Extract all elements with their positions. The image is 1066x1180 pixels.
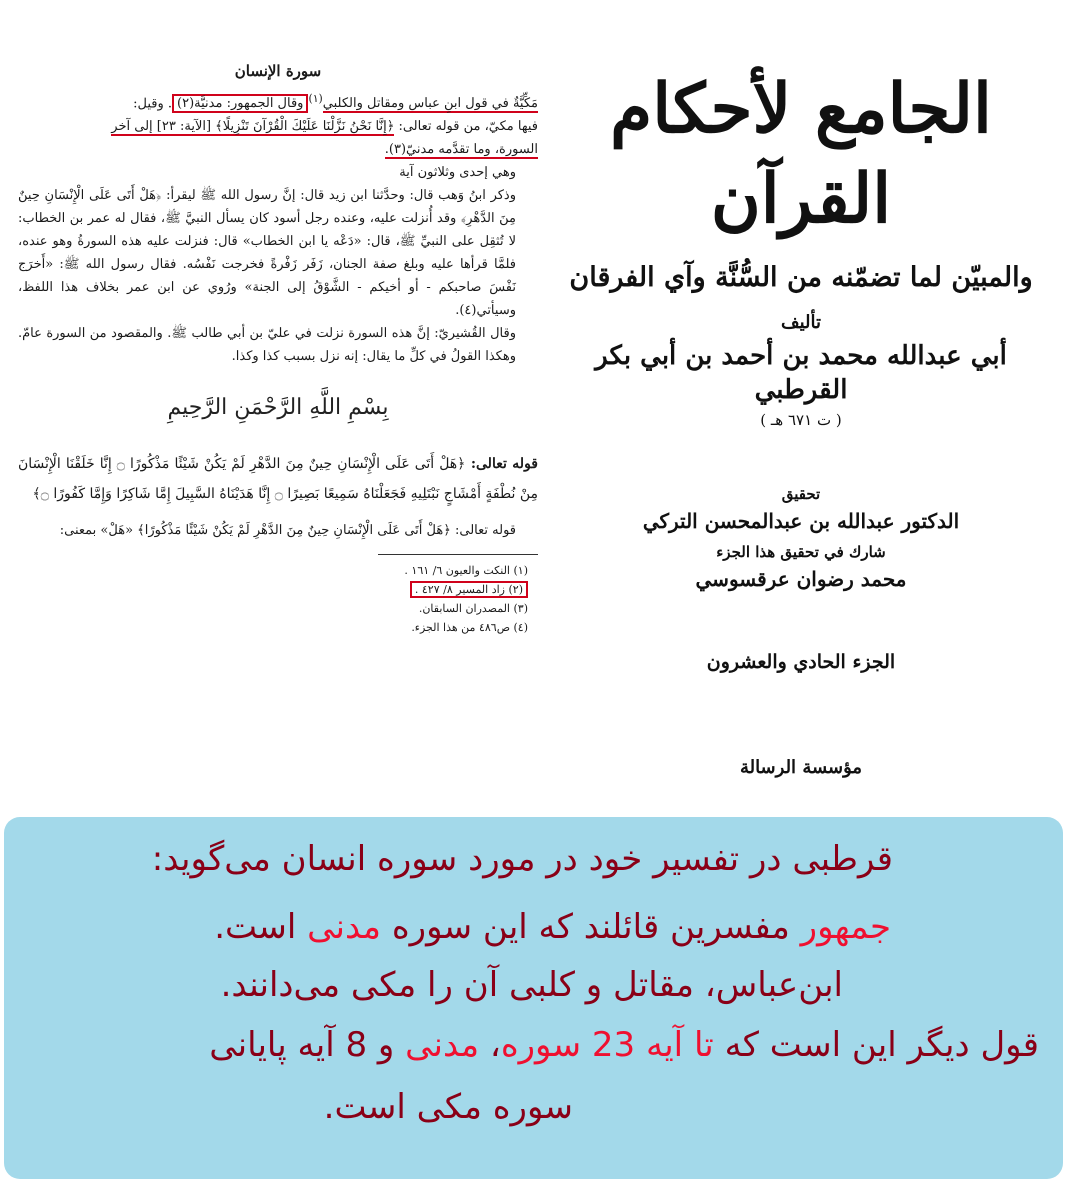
footnote-1: (١) النكت والعيون ٦/ ١٦١ . <box>404 564 528 578</box>
paragraph-qushayri: وقال القُشيريّ: إنَّ هذه السورة نزلت في عليّ بن أبي طالب ﷺ. والمقصود من السورة عامّ. وهكذا القولُ في كلِّ ما يقال: إنه نزل بسبب كذا وكذا. <box>18 326 516 365</box>
text-other-opinion: . وقيل: <box>133 96 173 112</box>
note-line-4-mid: ، <box>479 1025 501 1065</box>
note-line-4-start: قول دیگر این است که <box>713 1025 1039 1065</box>
paragraph-hal-meaning: قوله تعالى: ﴿هَلْ أَتَى عَلَى الْإِنْسَانِ حِينٌ مِنَ الدَّهْرِ لَمْ يَكُنْ شَيْئًا مَذْكُورًا﴾ «هَلْ» بمعنى: <box>59 523 516 539</box>
surah-title: سورة الإنسان <box>234 62 322 80</box>
note-line-4-end: و 8 آیه پایانی <box>209 1025 406 1065</box>
coeditor-name: محمد رضوان عرقسوسي <box>695 567 907 591</box>
paragraph-partial-meccan <box>18 115 538 138</box>
highlight-jumhur-madani: وقال الجمهور: مدنيَّة(٢) <box>172 94 308 113</box>
note-line-3: ابن‌عباس، مقاتل و کلبی آن را مکی می‌دانند. <box>220 965 843 1005</box>
footnote-separator <box>378 554 538 555</box>
editor-label: تحقيق <box>781 485 821 503</box>
verse-count: وهي إحدى وثلاثون آية <box>399 165 516 181</box>
volume-number: الجزء الحادي والعشرون <box>706 651 896 673</box>
footnote-2 <box>18 580 538 599</box>
coeditor-label: شارك في تحقيق هذا الجزء <box>716 543 886 561</box>
paragraph-ibn-wahb: وذكر ابنُ وَهب قال: وحدَّثنا ابن زيد قال: إنَّ رسول الله ﷺ ليقرأ: ﴿هَلْ أَتَى عَلَى الْإِنْسَانِ حِينٌ مِنَ الدَّهْرِ﴾ وقد أُنزلت عليه، وعنده رجل أسود كان يسأل النبيَّ ﷺ، فقال له عمر بن الخطاب: لا تُثقِل على النبيِّ ﷺ، قال: «دَعْه يا ابن الخطاب» قال: فنزلت عليه هذه السورةُ وهو عنده، فلمَّا قرأها عليه وبلغ صفة الجنان، زَفَر زَفْرةً فخرجت نَفْسُه. فقال رسول الله ﷺ: «أَخرَج نَفْسَ صاحبكم - أو أخيكم - الشَّوْقُ إلى الجنة» ورُوي عن ابن عمر بخلاف هذا اللفظ، وسيأتي(٤). <box>18 188 516 319</box>
note-line-1: قرطبی در تفسیر خود در مورد سوره انسان می‌گوید: <box>151 839 893 879</box>
note-line-5: سوره مکی است. <box>323 1087 573 1127</box>
author-name: أبي عبدالله محمد بن أحمد بن أبي بكر القرطبي <box>595 341 1007 405</box>
note-line-2-mid: مفسرین قائلند که این سوره <box>381 907 801 947</box>
text-partial-intro: فيها مكيّ، من قوله تعالى: <box>394 119 538 135</box>
note-line-2-end: است. <box>214 907 308 947</box>
paragraph-rest-madani <box>18 138 538 161</box>
note-line-2 <box>214 905 891 949</box>
highlight-rest-madani: السورة، وما تقدَّمه مدنيّ(٣). <box>384 142 538 158</box>
editor-name: الدكتور عبدالله بن عبدالمحسن التركي <box>642 509 960 533</box>
author-label: تأليف <box>780 312 822 333</box>
tafsir-page <box>18 60 538 800</box>
note-until-verse-23: تا آیه 23 سوره <box>500 1025 714 1065</box>
verse-lead: قوله تعالى: <box>465 456 538 473</box>
note-madani-2: مدنی <box>405 1025 480 1065</box>
explanation-box <box>4 817 1063 1179</box>
book-title: الجامع لأحكام القرآن <box>610 69 992 239</box>
footnote-ref-1: (١) <box>308 92 323 105</box>
note-jumhur: جمهور <box>800 907 891 947</box>
publisher: مؤسسة الرسالة <box>739 757 863 778</box>
death-date: ( ت ٦٧١ هـ ) <box>760 411 842 429</box>
footnote-3: (٣) المصدران السابقان. <box>418 602 528 616</box>
book-subtitle: والمبيّن لما تضمّنه من السُّنَّة وآي الفرقان <box>569 262 1033 293</box>
basmala: بِسْمِ اللَّهِ الرَّحْمَنِ الرَّحِيمِ <box>167 395 389 421</box>
note-madani-1: مدنی <box>307 907 382 947</box>
highlight-verse-23: ﴿إِنَّا نَحْنُ نَزَّلْنَا عَلَيْكَ الْقُرْآنَ تَنْزِيلًا﴾ [الآية: ٢٣] إلى آخر <box>111 119 395 135</box>
verse-text: ﴿هَلْ أَتَى عَلَى الْإِنْسَانِ حِينٌ مِنَ الدَّهْرِ لَمْ يَكُنْ شَيْئًا مَذْكُورًا ۝ إِنَّا خَلَقْنَا الْإِنْسَانَ مِنْ نُطْفَةٍ أَمْشَاجٍ نَبْتَلِيهِ فَجَعَلْنَاهُ سَمِيعًا بَصِيرًا ۝ إِنَّا هَدَيْنَاهُ السَّبِيلَ إِمَّا شَاكِرًا وَإِمَّا كَفُورًا ۝﴾ <box>18 456 538 503</box>
note-line-4 <box>209 1023 1039 1067</box>
highlight-footnote-2: (٢) زاد المسير ٨/ ٤٢٧ . <box>410 581 528 598</box>
footnote-4: (٤) ص٤٨٦ من هذا الجزء. <box>411 621 528 635</box>
quran-verses <box>18 449 538 509</box>
paragraph-revelation <box>18 87 538 115</box>
book-title-page <box>556 60 1046 800</box>
text-meccan-opinion: مَكِّيَّةٌ في قول ابنِ عباس ومقاتل والكلبي <box>322 96 538 112</box>
